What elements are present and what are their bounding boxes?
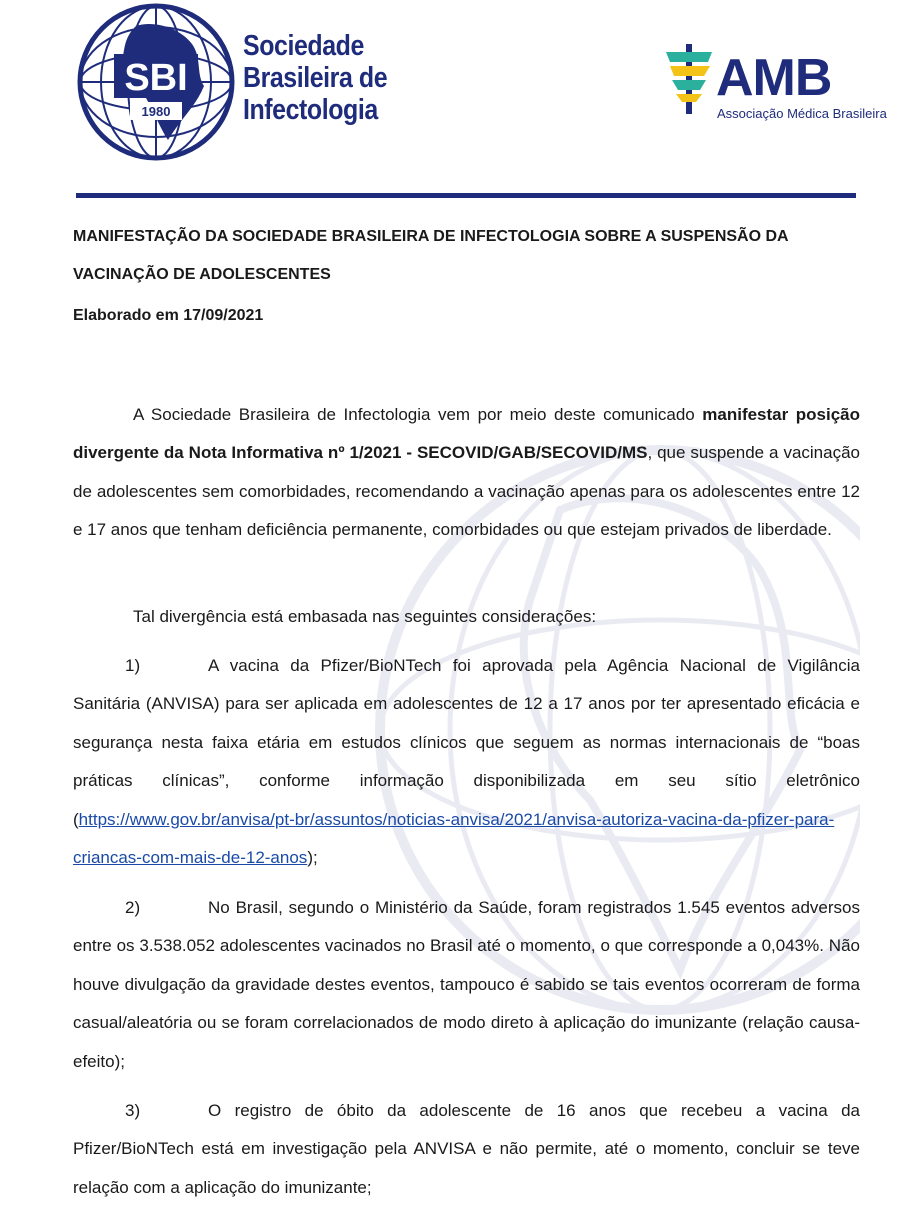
intro-text-end: , que suspende a vacinação de adolescentes sem comorbidades, recomendando a vacinação apenas para os adolescentes entre 12 e 17 anos que tenham deficiência permanente, comorbidades ou que estejam privados de liberdade. <box>73 443 860 540</box>
letterhead <box>0 0 919 200</box>
considerations-intro: Tal divergência está embasada nas seguintes considerações: <box>133 607 597 626</box>
item-2-text: No Brasil, segundo o Ministério da Saúde, foram registrados 1.545 eventos adversos entre os 3.538.052 adolescentes vacinados no Brasil até o momento, o que corresponde a 0,043%. Não houve divulgação da gravidade destes eventos, tampouco é sabido se tais eventos ocorreram de forma casual/aleatória ou se foram correlacionados de modo direto à aplicação do imunizante (relação causa-efeito); <box>73 898 860 1071</box>
item-2-number: 2) <box>125 898 141 917</box>
sbi-name-line-2: Brasileira de <box>243 62 388 94</box>
anvisa-link[interactable]: https://www.gov.br/anvisa/pt-br/assuntos/noticias-anvisa/2021/anvisa-autoriza-vacina-da-pfizer-para-criancas-com-mais-de-12-anos <box>73 809 835 868</box>
item-1-text: A vacina da Pfizer/BioNTech foi aprovada pela Agência Nacional de Vigilância Sanitária (ANVISA) para ser aplicada em adolescentes de 12 a 17 anos por ter apresentado eficácia e segurança nesta faixa etária em estudos clínicos que seguem as normas internacionais de “boas práticas clínicas”, conforme informação disponibilizada em seu sítio eletrônico ( <box>73 656 860 829</box>
item-3 <box>73 1092 860 1207</box>
item-3-number: 3) <box>125 1101 141 1120</box>
item-1 <box>73 647 860 877</box>
svg-text:1980: 1980 <box>141 104 171 119</box>
amb-subtitle: Associação Médica Brasileira <box>717 106 887 121</box>
intro-bold-statement: manifestar posição divergente da Nota Informativa nº 1/2021 - SECOVID/GAB/SECOVID/MS <box>73 405 860 463</box>
sbi-globe-logo <box>76 2 236 162</box>
item-1-number: 1) <box>125 656 141 675</box>
document-title: MANIFESTAÇÃO DA SOCIEDADE BRASILEIRA DE INFECTOLOGIA SOBRE A SUSPENSÃO DA VACINAÇÃO DE ADOLESCENTES <box>73 228 789 283</box>
item-1-close: ); <box>307 848 318 868</box>
sbi-name-line-1: Sociedade <box>243 30 364 62</box>
item-3-text: O registro de óbito da adolescente de 16 anos que recebeu a vacina da Pfizer/BioNTech está em investigação pela ANVISA e não permite, até o momento, concluir se teve relação com a aplicação do imunizante; <box>73 1101 860 1197</box>
svg-text:SBI: SBI <box>124 57 188 99</box>
header-divider <box>76 193 856 198</box>
sbi-name <box>243 30 433 126</box>
item-2 <box>73 889 860 1081</box>
amb-caduceus-icon <box>664 44 714 114</box>
amb-logo-text: AMB <box>716 49 832 107</box>
intro-paragraph <box>73 396 860 550</box>
intro-text-start: A Sociedade Brasileira de Infectologia vem por meio deste comunicado <box>133 405 703 424</box>
document-date: Elaborado em 17/09/2021 <box>73 307 264 324</box>
sbi-name-line-3: Infectologia <box>243 94 378 126</box>
